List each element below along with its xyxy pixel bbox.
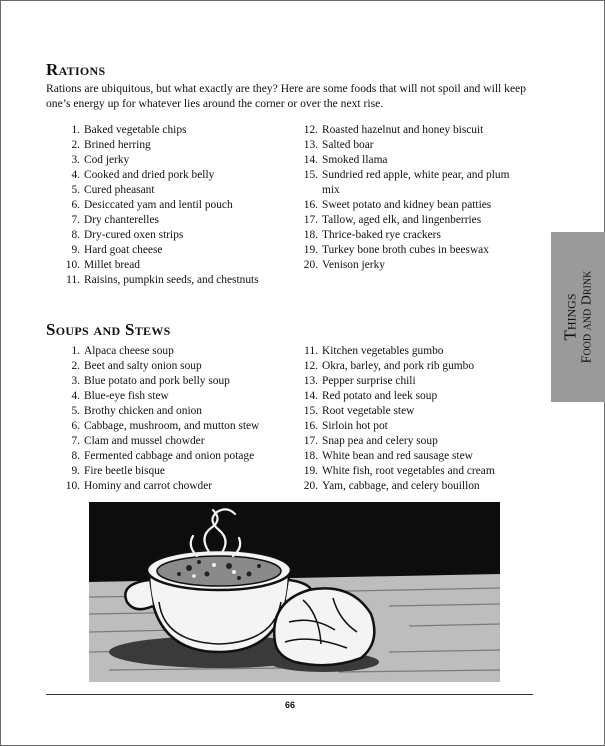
list-item-text: Raisins, pumpkin seeds, and chestnuts <box>84 274 259 286</box>
list-item <box>66 213 296 228</box>
list-item-number: 1. <box>71 345 80 357</box>
list-item-text: Smoked llama <box>322 154 388 166</box>
list-item-text: Cabbage, mushroom, and mutton stew <box>84 420 260 432</box>
list-item-number: 18. <box>303 229 318 241</box>
list-item <box>304 389 529 404</box>
list-item <box>304 198 524 213</box>
list-item <box>66 138 296 153</box>
list-item-text: Fermented cabbage and onion potage <box>84 450 255 462</box>
list-item-number: 1. <box>71 124 80 136</box>
list-item-number: 11. <box>66 274 80 286</box>
list-item-text: Fire beetle bisque <box>84 465 165 477</box>
list-item-number: 7. <box>71 435 80 447</box>
rations-intro: Rations are ubiquitous, but what exactly are they? Here are some foods that will not spoil and will keep one’s energy up for whatever lies around the corner or over the next rise. <box>46 82 527 110</box>
list-item-number: 3. <box>71 375 80 387</box>
list-item-number: 20. <box>303 480 318 492</box>
list-item <box>304 449 529 464</box>
list-item <box>66 123 296 138</box>
list-item-text: Root vegetable stew <box>322 405 415 417</box>
list-item-text: Snap pea and celery soup <box>322 435 438 447</box>
list-item-number: 19. <box>303 244 318 256</box>
chapter-tab-main: Things <box>560 293 580 341</box>
list-item <box>66 228 296 243</box>
list-item <box>66 374 298 389</box>
list-item-text: Dry-cured oxen strips <box>84 229 184 241</box>
list-item-number: 15. <box>303 169 318 181</box>
rations-list-left <box>66 123 296 288</box>
list-item-number: 11. <box>304 345 318 357</box>
list-item <box>66 273 296 288</box>
list-item <box>304 464 529 479</box>
list-item <box>304 153 524 168</box>
list-item <box>304 213 524 228</box>
list-item-number: 13. <box>303 139 318 151</box>
list-item <box>304 434 529 449</box>
list-item <box>304 374 529 389</box>
list-item-text: White fish, root vegetables and cream <box>322 465 495 477</box>
list-item-number: 14. <box>303 154 318 166</box>
list-item-number: 20. <box>303 259 318 271</box>
soup-bowl-and-bread-icon <box>89 502 500 682</box>
list-item <box>66 389 298 404</box>
soups-heading: Soups and Stews <box>46 320 171 339</box>
list-item-number: 5. <box>71 184 80 196</box>
list-item <box>66 153 296 168</box>
list-item-number: 6. <box>71 199 80 211</box>
list-item-text: Cooked and dried pork belly <box>84 169 215 181</box>
list-item-number: 13. <box>303 375 318 387</box>
soups-list-left <box>66 344 298 494</box>
footer-rule <box>46 694 533 695</box>
list-item-number: 6. <box>71 420 80 432</box>
chapter-tab-label <box>562 271 595 364</box>
list-item-text: Salted boar <box>322 139 374 151</box>
list-item-number: 3. <box>71 154 80 166</box>
list-item-text: Sirloin hot pot <box>322 420 388 432</box>
list-item-number: 19. <box>303 465 318 477</box>
list-item-text: Tallow, aged elk, and lingenberries <box>322 214 482 226</box>
list-item <box>66 449 298 464</box>
list-item-number: 9. <box>71 244 80 256</box>
list-item-text: Sweet potato and kidney bean patties <box>322 199 492 211</box>
list-item-number: 8. <box>71 229 80 241</box>
list-item <box>304 404 529 419</box>
list-item <box>304 419 529 434</box>
list-item-text: Alpaca cheese soup <box>84 345 174 357</box>
list-item-number: 12. <box>303 360 318 372</box>
list-item-text: Blue potato and pork belly soup <box>84 375 230 387</box>
list-item <box>304 258 524 273</box>
list-item-number: 10. <box>65 480 80 492</box>
list-item-number: 4. <box>71 169 80 181</box>
list-item-number: 16. <box>303 199 318 211</box>
list-item-text: Millet bread <box>84 259 140 271</box>
list-item-text: Okra, barley, and pork rib gumbo <box>322 360 475 372</box>
list-item <box>66 243 296 258</box>
list-item-text: Cured pheasant <box>84 184 155 196</box>
list-item-number: 10. <box>65 259 80 271</box>
soups-list-right <box>304 344 529 494</box>
list-item <box>66 434 298 449</box>
list-item-number: 12. <box>303 124 318 136</box>
list-item <box>66 258 296 273</box>
chapter-tab-sub: Food and Drink <box>579 270 595 364</box>
list-item <box>66 359 298 374</box>
list-item-text: Hominy and carrot chowder <box>84 480 213 492</box>
list-item-number: 17. <box>303 214 318 226</box>
list-item-number: 7. <box>71 214 80 226</box>
list-item <box>66 344 298 359</box>
list-item <box>304 168 524 198</box>
list-item-number: 5. <box>71 405 80 417</box>
list-item-text: Turkey bone broth cubes in beeswax <box>322 244 489 256</box>
illustration-svg <box>89 502 500 682</box>
list-item-text: Yam, cabbage, and celery bouillon <box>322 480 480 492</box>
list-item-number: 16. <box>303 420 318 432</box>
list-item-text: Blue-eye fish stew <box>84 390 169 402</box>
page-number: 66 <box>284 700 295 710</box>
list-item <box>66 168 296 183</box>
list-item-text: Clam and mussel chowder <box>84 435 205 447</box>
list-item-number: 18. <box>303 450 318 462</box>
list-item-number: 14. <box>303 390 318 402</box>
list-item <box>304 138 524 153</box>
list-item <box>304 359 529 374</box>
list-item <box>304 479 529 494</box>
list-item-number: 17. <box>303 435 318 447</box>
list-item-text: Desiccated yam and lentil pouch <box>84 199 233 211</box>
list-item-number: 15. <box>303 405 318 417</box>
list-item-text: White bean and red sausage stew <box>322 450 473 462</box>
list-item <box>66 419 298 434</box>
list-item <box>304 243 524 258</box>
list-item-text: Sundried red apple, white pear, and plum mix <box>322 169 510 196</box>
list-item-text: Baked vegetable chips <box>84 124 187 136</box>
list-item-number: 2. <box>71 139 80 151</box>
list-item-text: Brined herring <box>84 139 151 151</box>
list-item-text: Beet and salty onion soup <box>84 360 202 372</box>
list-item-text: Pepper surprise chili <box>322 375 416 387</box>
list-item <box>304 344 529 359</box>
list-item-text: Venison jerky <box>322 259 385 271</box>
list-item <box>304 123 524 138</box>
list-item-text: Red potato and leek soup <box>322 390 438 402</box>
list-item-number: 4. <box>71 390 80 402</box>
list-item-number: 9. <box>71 465 80 477</box>
list-item-text: Thrice-baked rye crackers <box>322 229 441 241</box>
list-item-text: Dry chanterelles <box>84 214 159 226</box>
list-item <box>66 479 298 494</box>
list-item-text: Brothy chicken and onion <box>84 405 202 417</box>
list-item-text: Kitchen vegetables gumbo <box>322 345 444 357</box>
list-item-number: 2. <box>71 360 80 372</box>
list-item-number: 8. <box>71 450 80 462</box>
list-item <box>66 464 298 479</box>
rations-heading: Rations <box>46 60 106 79</box>
list-item <box>66 198 296 213</box>
list-item <box>66 183 296 198</box>
list-item <box>304 228 524 243</box>
list-item-text: Cod jerky <box>84 154 130 166</box>
rations-list-right <box>304 123 524 273</box>
list-item-text: Hard goat cheese <box>84 244 163 256</box>
list-item-text: Roasted hazelnut and honey biscuit <box>322 124 484 136</box>
list-item <box>66 404 298 419</box>
